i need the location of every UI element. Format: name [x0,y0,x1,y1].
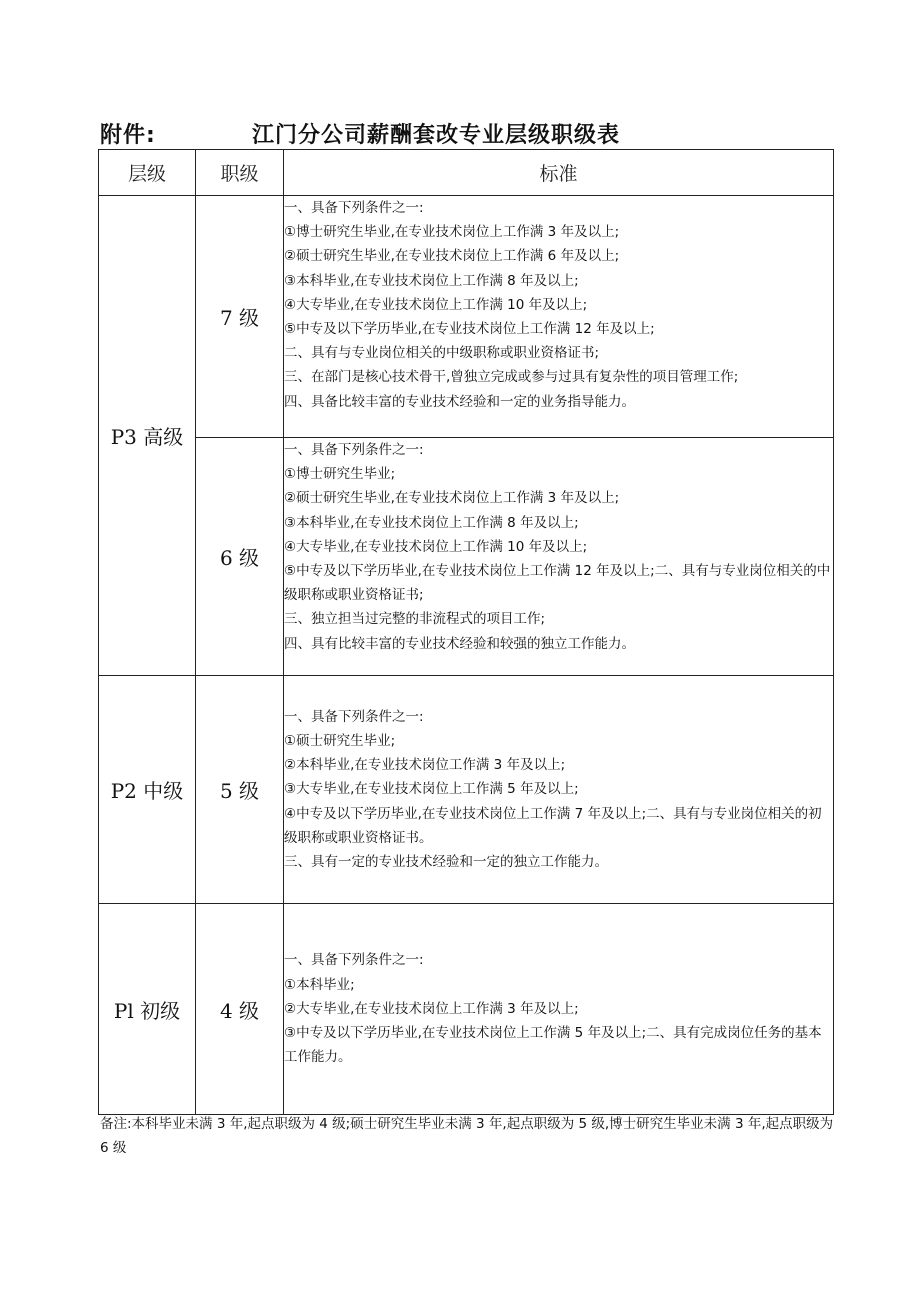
standard-line: ⑤中专及以下学历毕业,在专业技术岗位上工作满 12 年及以上;二、具有与专业岗位相关的中级职称或职业资格证书; [284,563,831,604]
standard-cell [284,438,834,676]
document-title [100,118,840,152]
header-standard: 标准 [284,150,834,196]
standard-line: 一、具备下列条件之一: [284,952,424,969]
tier-cell: P2 中级 [99,676,196,904]
table-row [99,438,834,676]
level-cell: 7 级 [196,196,284,438]
standard-line: ①博士研究生毕业; [284,466,396,483]
level-cell: 6 级 [196,438,284,676]
standard-line: ⑤中专及以下学历毕业,在专业技术岗位上工作满 12 年及以上; [284,321,655,338]
standard-line: 三、独立担当过完整的非流程式的项目工作; [284,611,546,628]
level-cell: 5 级 [196,676,284,904]
standard-line: ③本科毕业,在专业技术岗位上工作满 8 年及以上; [284,514,579,531]
standard-line: 一、具备下列条件之一: [284,200,424,216]
standard-line: ③中专及以下学历毕业,在专业技术岗位上工作满 5 年及以上;二、具有完成岗位任务的基本工作能力。 [284,1025,822,1066]
level-cell: 4 级 [196,904,284,1115]
table-row [99,676,834,904]
title-main: 江门分公司薪酬套改专业层级职级表 [252,123,621,148]
standard-line: ②本科毕业,在专业技术岗位工作满 3 年及以上; [284,757,566,774]
standard-line: ④中专及以下学历毕业,在专业技术岗位上工作满 7 年及以上;二、具有与专业岗位相关的初级职称或职业资格证书。 [284,805,822,846]
standard-line: ①硕士研究生毕业; [284,732,396,749]
standard-cell [284,196,834,438]
standard-line: ①博士研究生毕业,在专业技术岗位上工作满 3 年及以上; [284,224,620,241]
header-tier: 层级 [99,150,196,196]
standard-line: 一、具备下列条件之一: [284,442,424,458]
standard-line: ③本科毕业,在专业技术岗位上工作满 8 年及以上; [284,272,579,289]
standard-line: 四、具有比较丰富的专业技术经验和较强的独立工作能力。 [284,635,635,652]
tier-cell: P3 高级 [99,196,196,676]
standard-line: ①本科毕业; [284,976,355,993]
standard-line: ③大专毕业,在专业技术岗位上工作满 5 年及以上; [284,781,579,798]
standard-cell [284,904,834,1115]
standard-line: ④大专毕业,在专业技术岗位上工作满 10 年及以上; [284,296,588,313]
table-row [99,196,834,438]
table-row [99,904,834,1115]
standard-line: 三、具有一定的专业技术经验和一定的独立工作能力。 [284,854,608,870]
title-prefix: 附件: [100,123,156,148]
standard-line: ④大专毕业,在专业技术岗位上工作满 10 年及以上; [284,538,588,555]
header-row [99,150,834,196]
standard-line: 四、具备比较丰富的专业技术经验和一定的业务指导能力。 [284,393,635,410]
standard-line: ②大专毕业,在专业技术岗位上工作满 3 年及以上; [284,1000,579,1017]
standard-line: 一、具备下列条件之一: [284,708,424,725]
standard-cell [284,676,834,904]
standard-line: 三、在部门是核心技术骨干,曾独立完成或参与过具有复杂性的项目管理工作; [284,369,739,386]
standard-line: ②硕士研究生毕业,在专业技术岗位上工作满 6 年及以上; [284,248,620,265]
footnote: 备注:本科毕业未满 3 年,起点职级为 4 级;硕士研究生毕业未满 3 年,起点职级为 5 级,博士研究生毕业未满 3 年,起点职级为 6 级 [100,1116,834,1156]
level-table [98,149,834,1115]
standard-line: 二、具有与专业岗位相关的中级职称或职业资格证书; [284,345,600,362]
header-level: 职级 [196,150,284,196]
tier-cell: Pl 初级 [99,904,196,1115]
standard-line: ②硕士研究生毕业,在专业技术岗位上工作满 3 年及以上; [284,490,620,507]
